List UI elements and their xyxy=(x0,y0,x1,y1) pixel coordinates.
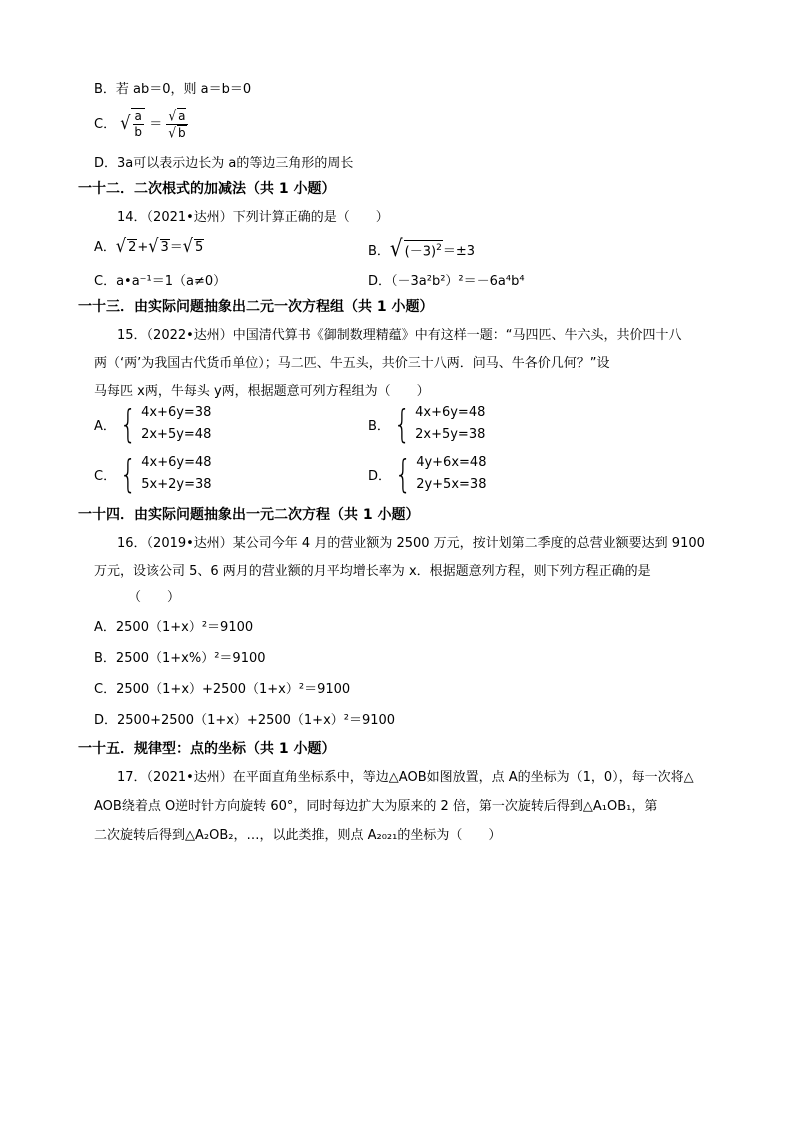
radical-sign-icon: √ xyxy=(168,124,176,141)
radical-sign-icon: √ xyxy=(389,234,403,262)
q16-stem-line1: 16．（2019•达州）某公司今年 4 月的营业额为 2500 万元，按计划第二季度的总营业额要达到 9100 xyxy=(117,536,705,551)
q14-stem: 14．（2021•达州）下列计算正确的是（ ） xyxy=(117,210,389,225)
q15-stem-line3: 马每匹 x两，牛每头 y两，根据题意可列方程组为（ ） xyxy=(94,384,430,399)
q17-stem-line2: AOB绕着点 O逆时针方向旋转 60°，同时每边扩大为原来的 2 倍，第一次旋转后得到△A₁OB₁，第 xyxy=(94,799,658,814)
q16-stem-line3: （ ） xyxy=(128,590,181,605)
brace-icon: { xyxy=(394,452,412,496)
q15-option-d: D． { 4y+6x=48 2y+5x=38 xyxy=(368,452,487,496)
section-title-14: 一十四．由实际问题抽象出一元二次方程（共 1 小题） xyxy=(78,507,420,523)
q16-option-a: A．2500（1+x）²＝9100 xyxy=(94,620,254,635)
q13-option-c: C． √ $\frac{a}{b}$ ＝ $\frac{√ a}{√ b}$ xyxy=(94,108,189,141)
radical-sign-icon: √ xyxy=(168,107,177,124)
brace-icon: { xyxy=(119,402,137,446)
q14-option-b: B．√ $(-3)^2=\pm 3$ xyxy=(368,234,475,262)
radical-sign-icon: √ xyxy=(148,234,159,257)
q16-option-c: C．2500（1+x）+2500（1+x）²＝9100 xyxy=(94,682,351,697)
q14-option-c: C．a•a⁻¹＝1（a≠0） xyxy=(94,274,227,289)
q14-option-d: D．（－3a²b²）²＝－6a⁴b⁴ xyxy=(368,274,525,289)
section-title-12: 一十二．二次根式的加减法（共 1 小题） xyxy=(78,181,336,197)
radical-sign-icon: √ xyxy=(115,234,127,257)
q17-stem-line1: 17．（2021•达州）在平面直角坐标系中，等边△AOB如图放置，点 A的坐标为（1，0），每一次将△ xyxy=(117,770,694,785)
brace-icon: { xyxy=(119,452,137,496)
radical-sign-icon: √ xyxy=(182,234,193,257)
q15-stem-line2: 两（‘两’为我国古代货币单位）；马二匹、牛五头，共价三十八两．问马、牛各价几何？”设 xyxy=(94,356,610,371)
q17-stem-line3: 二次旋转后得到△A₂OB₂，…，以此类推，则点 A₂₀₂₁的坐标为（ ） xyxy=(94,828,502,843)
q16-option-b: B．2500（1+x%）²＝9100 xyxy=(94,651,266,666)
sqrt-fraction: $\frac{a}{b}$ xyxy=(131,108,145,140)
radical-sign-icon: √ xyxy=(120,111,131,134)
sqrt-content: $(-3)^2$ xyxy=(404,240,443,259)
q15-stem-line1: 15．（2022•达州）中国清代算书《御制数理精蕴》中有这样一题：“马四匹、牛六头，共价四十八 xyxy=(117,328,682,343)
fraction-sqrt-over-sqrt: $\frac{√ a}{√ b}$ xyxy=(166,108,188,141)
q14-option-a: A．√ 2+√ 3＝√ 5 xyxy=(94,234,204,257)
q15-option-b: B． { 4x+6y=48 2x+5y=38 xyxy=(368,402,486,446)
q15-option-c: C． { 4x+6y=48 5x+2y=38 xyxy=(94,452,212,496)
q15-option-a: A． { 4x+6y=38 2x+5y=48 xyxy=(94,402,212,446)
q13-option-b: B．若 ab＝0，则 a＝b＝0 xyxy=(94,82,252,97)
q13-option-d: D．3a可以表示边长为 a的等边三角形的周长 xyxy=(94,156,354,171)
q16-stem-line2: 万元，设该公司 5、6 两月的营业额的月平均增长率为 x．根据题意列方程，则下列方程正确的是 xyxy=(94,564,651,579)
q13-option-c-label: C． xyxy=(94,117,117,132)
section-title-15: 一十五．规律型：点的坐标（共 1 小题） xyxy=(78,741,336,757)
brace-icon: { xyxy=(393,402,411,446)
section-title-13: 一十三．由实际问题抽象出二元一次方程组（共 1 小题） xyxy=(78,299,434,315)
q16-option-d: D．2500+2500（1+x）+2500（1+x）²＝9100 xyxy=(94,713,396,728)
